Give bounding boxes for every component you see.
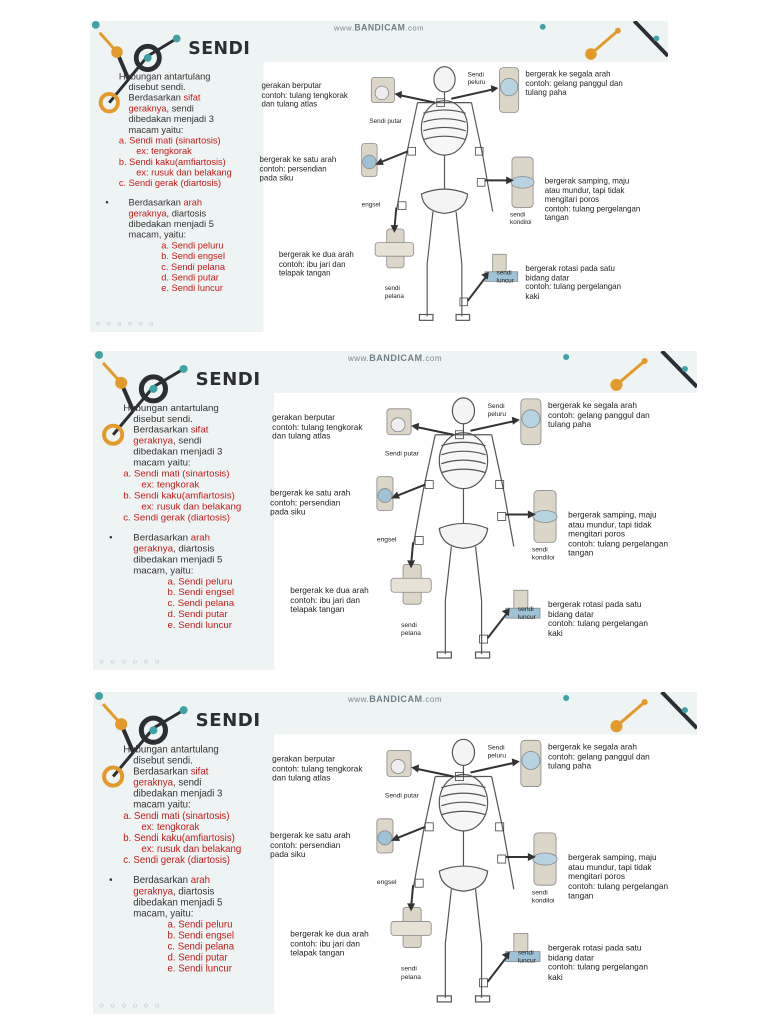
- arah-item: a. Sendi peluru: [161, 240, 224, 252]
- arah-highlight: geraknya: [133, 543, 173, 555]
- peluru-caption: Sendi peluru: [487, 402, 507, 418]
- intro-line: macam yaitu:: [128, 124, 184, 136]
- sifat-item: ex: rusuk dan belakang: [141, 501, 242, 513]
- putar-caption: Sendi putar: [384, 792, 419, 800]
- arah-highlight: geraknya: [128, 208, 167, 220]
- kondiloi-description: bergerak samping, maju atau mundur, tapi tidak mengitari poros contoh: tulang pergelangan tangan: [544, 176, 641, 223]
- pelana-caption: sendi pelana: [384, 285, 404, 300]
- arah-item: e. Sendi luncur: [167, 620, 232, 632]
- kondiloi-description: bergerak samping, maju atau mundur, tapi tidak mengitari poros contoh: tulang pergelangan tangan: [568, 853, 669, 901]
- sifat-item: a. Sendi mati (sinartosis): [123, 810, 230, 822]
- sifat-item: a. Sendi mati (sinartosis): [123, 468, 230, 480]
- sifat-item: ex: rusuk dan belakang: [141, 843, 242, 856]
- sifat-item: c. Sendi gerak (diartosis): [118, 178, 222, 190]
- intro-highlight: geraknya: [133, 777, 173, 789]
- slide-panel-1: [90, 21, 668, 332]
- luncur-description: bergerak rotasi pada satu bidang datar contoh: tulang pergelangan kaki: [548, 600, 648, 638]
- intro-text: , sendi: [172, 435, 202, 447]
- arah-item: b. Sendi engsel: [167, 587, 235, 599]
- slide-title: SENDI: [195, 368, 261, 390]
- arah-item: a. Sendi peluru: [167, 919, 233, 931]
- sifat-item: ex: tengkorak: [141, 821, 200, 833]
- arah-highlight: geraknya: [133, 886, 173, 898]
- arah-line: dibedakan menjadi 5: [133, 897, 223, 909]
- intro-highlight: sifat: [183, 92, 201, 104]
- bullet: •: [109, 532, 113, 544]
- arah-item: c. Sendi pelana: [161, 262, 226, 273]
- intro-highlight: geraknya: [128, 103, 167, 115]
- engsel-description: bergerak ke satu arah contoh: persendian pada siku: [270, 488, 351, 517]
- arah-line: macam, yaitu:: [128, 229, 187, 241]
- arah-item: a. Sendi peluru: [167, 576, 233, 588]
- slide-controls[interactable]: ○ ○ ○ ○ ○ ○: [95, 319, 156, 329]
- intro-line: disebut sendi.: [128, 82, 186, 93]
- peluru-description: bergerak ke segala arah contoh: gelang panggul dan tulang paha: [525, 69, 623, 97]
- slide-controls[interactable]: ○ ○ ○ ○ ○ ○: [99, 657, 162, 667]
- intro-line: Hubungan antartulang: [123, 402, 219, 414]
- sifat-item: b. Sendi kaku(amfiartosis): [123, 490, 235, 502]
- kondiloi-caption: sendi kondiloi: [531, 889, 555, 904]
- arah-item: c. Sendi pelana: [167, 598, 235, 610]
- peluru-description: bergerak ke segala arah contoh: gelang panggul dan tulang paha: [548, 742, 650, 771]
- arah-line: macam, yaitu:: [133, 565, 194, 577]
- intro-line: Hubungan antartulang: [123, 744, 219, 756]
- pelana-description: bergerak ke dua arah contoh: ibu jari dan telapak tangan: [290, 929, 369, 958]
- arah-item: b. Sendi engsel: [161, 251, 226, 263]
- intro-highlight: sifat: [190, 766, 209, 778]
- putar-description: gerakan berputar contoh: tulang tengkorak dan tulang atlas: [272, 412, 363, 441]
- bullet: •: [109, 875, 113, 887]
- arah-line: macam, yaitu:: [133, 908, 194, 920]
- left-text-column: [109, 402, 274, 632]
- arah-item: e. Sendi luncur: [161, 283, 223, 295]
- arah-item: d. Sendi putar: [167, 609, 228, 621]
- arah-text: , diartosis: [172, 886, 215, 898]
- arah-item: b. Sendi engsel: [167, 930, 235, 942]
- engsel-description: bergerak ke satu arah contoh: persendian pada siku: [270, 830, 351, 860]
- engsel-caption: engsel: [361, 201, 381, 209]
- luncur-caption: sendi luncur: [517, 949, 536, 965]
- luncur-description: bergerak rotasi pada satu bidang datar contoh: tulang pergelangan kaki: [548, 943, 648, 982]
- slide-controls[interactable]: ○ ○ ○ ○ ○ ○: [99, 1000, 162, 1010]
- slide-title: SENDI: [195, 710, 261, 732]
- arah-highlight: arah: [190, 875, 211, 887]
- arah-highlight: arah: [190, 532, 211, 544]
- intro-text: Berdasarkan: [133, 424, 191, 436]
- arah-item: c. Sendi pelana: [167, 941, 235, 953]
- putar-description: gerakan berputar contoh: tulang tengkorak dan tulang atlas: [272, 754, 363, 783]
- intro-line: dibedakan menjadi 3: [128, 114, 214, 125]
- intro-text: Berdasarkan: [133, 766, 191, 778]
- arah-text: Berdasarkan: [133, 875, 191, 887]
- intro-text: , sendi: [166, 103, 194, 115]
- arah-text: , diartosis: [166, 208, 207, 220]
- pelana-description: bergerak ke dua arah contoh: ibu jari dan telapak tangan: [290, 586, 369, 615]
- arah-line: dibedakan menjadi 5: [133, 554, 223, 566]
- intro-text: Berdasarkan: [128, 92, 184, 104]
- bandicam-watermark: www.BANDICAM.com: [347, 352, 443, 363]
- putar-caption: Sendi putar: [369, 118, 402, 125]
- pelana-caption: sendi pelana: [401, 965, 421, 981]
- sifat-item: a. Sendi mati (sinartosis): [118, 135, 221, 147]
- putar-description: gerakan berputar contoh: tulang tengkorak dan tulang atlas: [261, 81, 348, 109]
- luncur-description: bergerak rotasi pada satu bidang datar contoh: tulang pergelangan kaki: [525, 263, 622, 301]
- sifat-item: b. Sendi kaku(amfiartosis): [118, 157, 226, 168]
- luncur-caption: sendi luncur: [517, 606, 536, 621]
- pelana-caption: sendi pelana: [401, 622, 421, 637]
- intro-line: dibedakan menjadi 3: [133, 446, 223, 458]
- engsel-caption: engsel: [376, 536, 397, 544]
- intro-line: Hubungan antartulang: [118, 71, 211, 83]
- arah-text: Berdasarkan: [128, 197, 184, 209]
- sifat-item: ex: rusuk dan belakang: [136, 167, 232, 179]
- arah-highlight: arah: [183, 197, 203, 209]
- intro-line: disebut sendi.: [133, 755, 193, 767]
- kondiloi-description: bergerak samping, maju atau mundur, tapi tidak mengitari poros contoh: tulang pergelangan tangan: [568, 510, 669, 558]
- sifat-item: c. Sendi gerak (diartosis): [123, 855, 231, 867]
- arah-item: d. Sendi putar: [161, 272, 219, 284]
- intro-line: disebut sendi.: [133, 413, 193, 425]
- arah-line: dibedakan menjadi 5: [128, 219, 214, 230]
- arah-item: e. Sendi luncur: [167, 963, 232, 975]
- peluru-caption: Sendi peluru: [467, 71, 486, 86]
- bullet: •: [105, 197, 109, 209]
- pelana-description: bergerak ke dua arah contoh: ibu jari dan telapak tangan: [278, 250, 354, 278]
- kondiloi-caption: sendi kondiloi: [510, 211, 532, 226]
- slide-panel-3: [93, 692, 697, 1014]
- sifat-item: ex: tengkorak: [136, 146, 192, 158]
- luncur-caption: sendi luncur: [496, 269, 514, 284]
- intro-text: , sendi: [172, 777, 202, 789]
- arah-text: , diartosis: [172, 543, 215, 555]
- intro-line: macam yaitu:: [133, 457, 191, 469]
- sifat-item: c. Sendi gerak (diartosis): [123, 512, 231, 524]
- putar-caption: Sendi putar: [384, 450, 419, 458]
- sifat-item: ex: tengkorak: [141, 479, 200, 491]
- kondiloi-caption: sendi kondiloi: [531, 546, 555, 561]
- arah-text: Berdasarkan: [133, 532, 191, 544]
- intro-highlight: geraknya: [133, 435, 173, 447]
- bandicam-watermark: www.BANDICAM.com: [333, 22, 425, 33]
- peluru-caption: Sendi peluru: [487, 744, 507, 759]
- bandicam-watermark: www.BANDICAM.com: [347, 694, 443, 705]
- engsel-caption: engsel: [376, 879, 397, 887]
- peluru-description: bergerak ke segala arah contoh: gelang panggul dan tulang paha: [548, 400, 650, 429]
- intro-line: macam yaitu:: [133, 799, 191, 811]
- intro-line: dibedakan menjadi 3: [133, 788, 223, 800]
- engsel-description: bergerak ke satu arah contoh: persendian pada siku: [259, 155, 337, 183]
- slide-title: SENDI: [188, 38, 251, 59]
- left-text-column: [105, 71, 264, 295]
- arah-item: d. Sendi putar: [167, 952, 228, 964]
- slide-panel-2: [93, 351, 697, 670]
- left-text-column: [109, 744, 274, 975]
- sifat-item: b. Sendi kaku(amfiartosis): [123, 832, 235, 844]
- intro-highlight: sifat: [190, 424, 209, 436]
